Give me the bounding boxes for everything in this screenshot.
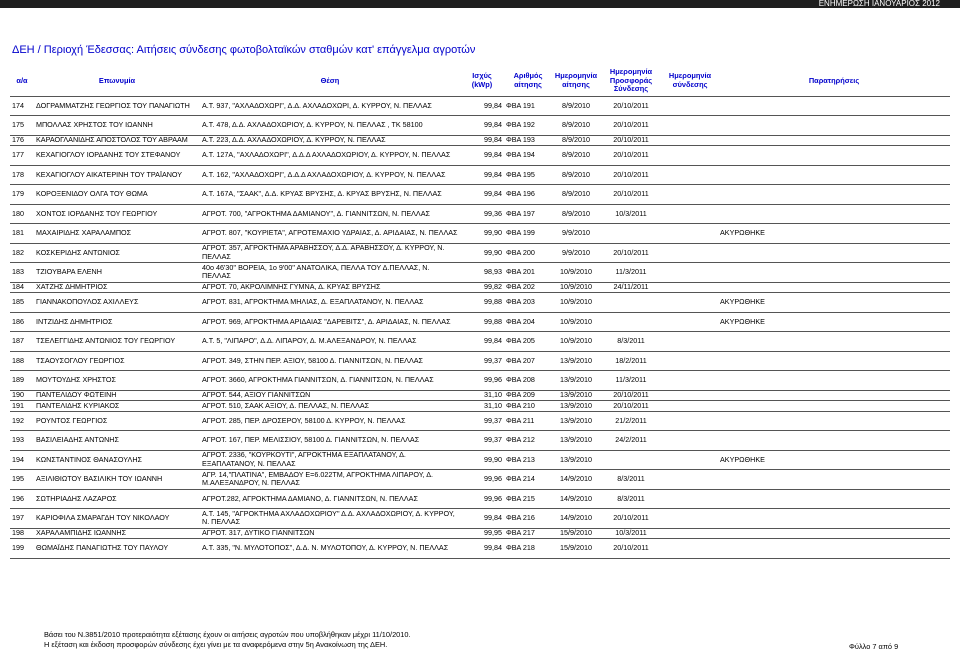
cell-power: 99,95 [460,528,504,539]
cell-aa: 175 [10,116,34,136]
cell-aa: 196 [10,489,34,509]
cell-protocol: ΦΒΑ 208 [504,371,552,391]
cell-aa: 184 [10,282,34,293]
cell-location: ΑΓΡΟΤ. 831, ΑΓΡΟΚΤΗΜΑ ΜΗΛΙΑΣ, Δ. ΕΞΑΠΛΑΤΑΝΟΥ, Ν. ΠΕΛΛΑΣ [200,293,460,313]
cell-remarks [718,146,950,166]
cell-power: 99,84 [460,165,504,185]
cell-location: 40ο 46'30'' ΒΟΡΕΙΑ, 1ο 9'00'' ΑΝΑΤΟΛΙΚΑ, ΠΕΛΛΑ ΤΟΥ Δ.ΠΕΛΛΑΣ, Ν. ΠΕΛΛΑΣ [200,263,460,283]
cell-aa: 180 [10,204,34,224]
cell-aa: 198 [10,528,34,539]
cell-offer-date: 20/10/2011 [600,401,662,412]
table-row [10,390,950,401]
cell-conn-date [662,165,718,185]
cell-aa: 192 [10,411,34,431]
cell-offer-date [600,293,662,313]
table-row [10,401,950,412]
cell-name: ΧΟΝΤΟΣ ΙΟΡΔΑΝΗΣ ΤΟΥ ΓΕΩΡΓΙΟΥ [34,204,200,224]
table-row [10,165,950,185]
cell-location: Α.Τ. 162, "ΑΧΛΑΔΟΧΩΡΙ", Δ.Δ.Δ ΑΧΛΑΔΟΧΩΡΙΟΥ, Δ. ΚΥΡΡΟΥ, Ν. ΠΕΛΛΑΣ [200,165,460,185]
cell-aa: 181 [10,224,34,244]
cell-conn-date [662,528,718,539]
cell-remarks [718,390,950,401]
cell-location: Α.Τ. 223, Δ.Δ. ΑΧΛΑΔΟΧΩΡΙΟΥ, Δ. ΚΥΡΡΟΥ, Ν. ΠΕΛΛΑΣ [200,135,460,146]
cell-app-date: 9/9/2010 [552,224,600,244]
cell-name: ΒΑΣΙΛΕΙΑΔΗΣ ΑΝΤΩΝΗΣ [34,431,200,451]
cell-power: 31,10 [460,390,504,401]
cell-location: ΑΓΡΟΤ. 807, "ΚΟΥΡΙΕΤΑ", ΑΓΡΟΤΕΜΑΧΙΟ ΥΔΡΑΙΑΣ, Δ. ΑΡΙΔΑΙΑΣ, Ν. ΠΕΛΛΑΣ [200,224,460,244]
col-header-name: Επωνυμία [98,75,136,85]
cell-remarks [718,351,950,371]
cell-protocol: ΦΒΑ 203 [504,293,552,313]
cell-conn-date [662,489,718,509]
cell-name: ΙΝΤΖΙΔΗΣ ΔΗΜΗΤΡΙΟΣ [34,312,200,332]
cell-name: ΠΑΝΤΕΛΙΔΗΣ ΚΥΡΙΑΚΟΣ [34,401,200,412]
table-row [10,146,950,166]
cell-conn-date [662,282,718,293]
cell-power: 99,96 [460,489,504,509]
col-header-app-date: Ημερομηνία αίτησης [554,71,598,89]
cell-aa: 197 [10,509,34,529]
cell-remarks [718,489,950,509]
cell-aa: 189 [10,371,34,391]
cell-conn-date [662,390,718,401]
cell-remarks [718,470,950,490]
cell-name: ΑΞΙΛΙΘΙΩΤΟΥ ΒΑΣΙΛΙΚΗ ΤΟΥ ΙΩΑΝΝΗ [34,470,200,490]
cell-app-date: 14/9/2010 [552,509,600,529]
document-title: ΔΕΗ / Περιοχή Έδεσσας: Αιτήσεις σύνδεσης φωτοβολταϊκών σταθμών κατ' επάγγελμα αγροτών [12,44,476,56]
cell-conn-date [662,411,718,431]
cell-offer-date [600,450,662,470]
cell-location: Α.Τ. 478, Δ.Δ. ΑΧΛΑΔΟΧΩΡΙΟΥ, Δ. ΚΥΡΡΟΥ, Ν. ΠΕΛΛΑΣ , ΤΚ 58100 [200,116,460,136]
cell-location: Α.Τ. 335, "Ν. ΜΥΛΟΤΟΠΟΣ", Δ.Δ. Ν. ΜΥΛΟΤΟΠΟΥ, Δ. ΚΥΡΡΟΥ, Ν. ΠΕΛΛΑΣ [200,539,460,559]
cell-protocol: ΦΒΑ 191 [504,96,552,116]
cell-app-date: 15/9/2010 [552,528,600,539]
table-row [10,332,950,352]
cell-remarks [718,401,950,412]
cell-aa: 193 [10,431,34,451]
cell-power: 99,90 [460,243,504,263]
cell-offer-date: 20/10/2011 [600,185,662,205]
cell-app-date: 9/9/2010 [552,243,600,263]
cell-remarks [718,185,950,205]
cell-app-date: 8/9/2010 [552,116,600,136]
table-row [10,243,950,263]
cell-offer-date: 20/10/2011 [600,243,662,263]
cell-protocol: ΦΒΑ 217 [504,528,552,539]
cell-location: ΑΓΡΟΤ. 700, "ΑΓΡΟΚΤΗΜΑ ΔΑΜΙΑΝΟΥ", Δ. ΓΙΑΝΝΙΤΣΩΝ, Ν. ΠΕΛΛΑΣ [200,204,460,224]
cell-protocol: ΦΒΑ 200 [504,243,552,263]
cell-location: ΑΓΡΟΤ. 317, ΔΥΤΙΚΟ ΓΙΑΝΝΙΤΣΩΝ [200,528,460,539]
cell-name: ΚΑΡΙΟΦΙΛΑ ΣΜΑΡΑΓΔΗ ΤΟΥ ΝΙΚΟΛΑΟΥ [34,509,200,529]
cell-power: 99,37 [460,431,504,451]
cell-protocol: ΦΒΑ 199 [504,224,552,244]
cell-app-date: 13/9/2010 [552,431,600,451]
cell-offer-date: 20/10/2011 [600,539,662,559]
cell-protocol: ΦΒΑ 209 [504,390,552,401]
cell-offer-date: 11/3/2011 [600,371,662,391]
cell-name: ΚΕΧΑΓΙΟΓΛΟΥ ΑΙΚΑΤΕΡΙΝΗ ΤΟΥ ΤΡΑΪΑΝΟΥ [34,165,200,185]
cell-offer-date: 20/10/2011 [600,96,662,116]
table-row [10,293,950,313]
cell-offer-date: 20/10/2011 [600,509,662,529]
cell-offer-date: 20/10/2011 [600,390,662,401]
cell-remarks [718,431,950,451]
cell-location: ΑΓΡ. 14,"ΠΛΑΤΙΝΑ", ΕΜΒΑΔΟΥ Ε=6.022ΤΜ, ΑΓΡΟΚΤΗΜΑ ΛΙΠΑΡΟΥ, Δ. Μ.ΑΛΕΞΑΝΔΡΟΥ, Ν. ΠΕΛΛΑΣ [200,470,460,490]
cell-protocol: ΦΒΑ 195 [504,165,552,185]
table-row [10,312,950,332]
cell-location: ΑΓΡΟΤ. 969, ΑΓΡΟΚΤΗΜΑ ΑΡΙΔΑΙΑΣ "ΔΑΡΕΒΙΤΣ", Δ. ΑΡΙΔΑΙΑΣ, Ν. ΠΕΛΛΑΣ [200,312,460,332]
cell-aa: 186 [10,312,34,332]
cell-location: ΑΓΡΟΤ. 349, ΣΤΗΝ ΠΕΡ. ΑΞΙΟΥ, 58100 Δ. ΓΙΑΝΝΙΤΣΩΝ, Ν. ΠΕΛΛΑΣ [200,351,460,371]
table-row [10,263,950,283]
cell-offer-date: 11/3/2011 [600,263,662,283]
table-header-row [10,66,950,96]
cell-app-date: 13/9/2010 [552,450,600,470]
cell-protocol: ΦΒΑ 218 [504,539,552,559]
cell-conn-date [662,539,718,559]
cell-power: 99,84 [460,332,504,352]
cell-remarks: ΑΚΥΡΩΘΗΚΕ [718,312,950,332]
cell-power: 99,84 [460,116,504,136]
cell-aa: 177 [10,146,34,166]
cell-app-date: 8/9/2010 [552,185,600,205]
cell-conn-date [662,401,718,412]
cell-remarks [718,539,950,559]
cell-name: ΤΖΙΟΥΒΑΡΑ ΕΛΕΝΗ [34,263,200,283]
cell-name: ΧΑΤΖΗΣ ΔΗΜΗΤΡΙΟΣ [34,282,200,293]
cell-offer-date [600,312,662,332]
cell-offer-date: 24/11/2011 [600,282,662,293]
cell-conn-date [662,509,718,529]
cell-aa: 179 [10,185,34,205]
cell-app-date: 8/9/2010 [552,165,600,185]
col-header-power: Ισχύς (kWp) [471,71,493,89]
cell-location: Α.Τ. 937, "ΑΧΛΑΔΟΧΩΡΙ", Δ.Δ. ΑΧΛΑΔΟΧΩΡΙ, Δ. ΚΥΡΡΟΥ, Ν. ΠΕΛΛΑΣ [200,96,460,116]
cell-remarks [718,332,950,352]
footer-note-1: Βάσει του Ν.3851/2010 προτεραιότητα εξέτασης έχουν οι αιτήσεις αγροτών που υποβλήθηκαν μέχρι 11/10/2010. [44,630,411,639]
cell-remarks [718,263,950,283]
cell-app-date: 10/9/2010 [552,332,600,352]
cell-protocol: ΦΒΑ 192 [504,116,552,136]
cell-power: 99,88 [460,293,504,313]
cell-app-date: 13/9/2010 [552,371,600,391]
cell-app-date: 8/9/2010 [552,135,600,146]
table-row [10,96,950,116]
cell-power: 99,84 [460,185,504,205]
cell-aa: 185 [10,293,34,313]
cell-protocol: ΦΒΑ 201 [504,263,552,283]
cell-conn-date [662,243,718,263]
col-header-conn-date: Ημερομηνία σύνδεσης [668,71,712,89]
cell-aa: 187 [10,332,34,352]
cell-name: ΚΟΡΟΞΕΝΙΔΟΥ ΟΛΓΑ ΤΟΥ ΘΩΜΑ [34,185,200,205]
cell-offer-date: 18/2/2011 [600,351,662,371]
cell-location: ΑΓΡΟΤ. 544, ΑΞΙΟΥ ΓΙΑΝΝΙΤΣΩΝ [200,390,460,401]
cell-power: 99,90 [460,450,504,470]
cell-name: ΜΟΥΤΟΥΔΗΣ ΧΡΗΣΤΟΣ [34,371,200,391]
table-row [10,185,950,205]
cell-power: 99,37 [460,411,504,431]
cell-location: ΑΓΡΟΤ. 70, ΑΚΡΟΛΙΜΝΗΣ ΓΥΜΝΑ, Δ. ΚΡΥΑΣ ΒΡΥΣΗΣ [200,282,460,293]
cell-conn-date [662,96,718,116]
table-row [10,539,950,559]
cell-aa: 182 [10,243,34,263]
cell-app-date: 14/9/2010 [552,489,600,509]
cell-location: ΑΓΡΟΤ.282, ΑΓΡΟΚΤΗΜΑ ΔΑΜΙΑΝΟ, Δ. ΓΙΑΝΝΙΤΣΩΝ, Ν. ΠΕΛΛΑΣ [200,489,460,509]
cell-name: ΚΑΡΑΟΓΛΑΝΙΔΗΣ ΑΠΟΣΤΟΛΟΣ ΤΟΥ ΑΒΡΑΑΜ [34,135,200,146]
cell-location: Α.Τ. 167Α, "ΣΑΑΚ", Δ.Δ. ΚΡΥΑΣ ΒΡΥΣΗΣ, Δ. ΚΡΥΑΣ ΒΡΥΣΗΣ, Ν. ΠΕΛΛΑΣ [200,185,460,205]
cell-name: ΠΑΝΤΕΛΙΔΟΥ ΦΩΤΕΙΝΗ [34,390,200,401]
cell-aa: 174 [10,96,34,116]
cell-remarks [718,165,950,185]
cell-protocol: ΦΒΑ 204 [504,312,552,332]
table-row [10,371,950,391]
table-row [10,431,950,451]
cell-protocol: ΦΒΑ 215 [504,489,552,509]
table-row [10,351,950,371]
cell-power: 99,36 [460,204,504,224]
cell-protocol: ΦΒΑ 210 [504,401,552,412]
cell-protocol: ΦΒΑ 214 [504,470,552,490]
cell-protocol: ΦΒΑ 212 [504,431,552,451]
cell-protocol: ΦΒΑ 194 [504,146,552,166]
cell-app-date: 13/9/2010 [552,411,600,431]
cell-offer-date: 21/2/2011 [600,411,662,431]
cell-aa: 199 [10,539,34,559]
cell-protocol: ΦΒΑ 211 [504,411,552,431]
cell-conn-date [662,224,718,244]
cell-power: 99,37 [460,351,504,371]
cell-power: 99,84 [460,96,504,116]
update-label: ΕΝΗΜΕΡΩΣΗ ΙΑΝΟΥΑΡΙΟΣ 2012 [818,0,940,8]
cell-power: 99,82 [460,282,504,293]
table-row [10,204,950,224]
cell-aa: 176 [10,135,34,146]
cell-name: ΔΟΓΡΑΜΜΑΤΖΗΣ ΓΕΩΡΓΙΟΣ ΤΟΥ ΠΑΝΑΓΙΩΤΗ [34,96,200,116]
cell-offer-date: 8/3/2011 [600,332,662,352]
cell-protocol: ΦΒΑ 202 [504,282,552,293]
cell-remarks [718,282,950,293]
cell-name: ΤΣΑΟΥΣΟΓΛΟΥ ΓΕΩΡΓΙΟΣ [34,351,200,371]
cell-location: Α.Τ. 145, "ΑΓΡΟΚΤΗΜΑ ΑΧΛΑΔΟΧΩΡΙΟΥ" Δ.Δ. ΑΧΛΑΔΟΧΩΡΙΟΥ, Δ. ΚΥΡΡΟΥ, Ν. ΠΕΛΛΑΣ [200,509,460,529]
cell-location: ΑΓΡΟΤ. 167, ΠΕΡ. ΜΕΛΙΣΣΙΟΥ, 58100 Δ. ΓΙΑΝΝΙΤΣΩΝ, Ν. ΠΕΛΛΑΣ [200,431,460,451]
cell-power: 99,96 [460,371,504,391]
cell-remarks [718,243,950,263]
cell-conn-date [662,450,718,470]
cell-protocol: ΦΒΑ 216 [504,509,552,529]
table-row [10,528,950,539]
cell-app-date: 8/9/2010 [552,96,600,116]
cell-power: 99,84 [460,146,504,166]
cell-app-date: 10/9/2010 [552,263,600,283]
cell-offer-date: 20/10/2011 [600,135,662,146]
cell-app-date: 10/9/2010 [552,282,600,293]
table-row [10,470,950,490]
cell-app-date: 8/9/2010 [552,204,600,224]
cell-offer-date: 20/10/2011 [600,165,662,185]
cell-power: 99,84 [460,135,504,146]
cell-power: 99,88 [460,312,504,332]
cell-power: 99,84 [460,509,504,529]
cell-location: ΑΓΡΟΤ. 357, ΑΓΡΟΚΤΗΜΑ ΑΡΑΒΗΣΣΟΥ, Δ.Δ. ΑΡΑΒΗΣΣΟΥ, Δ. ΚΥΡΡΟΥ, Ν. ΠΕΛΛΑΣ [200,243,460,263]
cell-app-date: 10/9/2010 [552,312,600,332]
cell-name: ΡΟΥΝΤΟΣ ΓΕΩΡΓΙΟΣ [34,411,200,431]
cell-app-date: 10/9/2010 [552,293,600,313]
cell-offer-date: 24/2/2011 [600,431,662,451]
cell-aa: 188 [10,351,34,371]
table-row [10,489,950,509]
table-row [10,509,950,529]
table-row [10,411,950,431]
cell-offer-date: 20/10/2011 [600,146,662,166]
cell-power: 98,93 [460,263,504,283]
cell-protocol: ΦΒΑ 197 [504,204,552,224]
cell-power: 99,84 [460,539,504,559]
cell-offer-date: 8/3/2011 [600,470,662,490]
cell-remarks: ΑΚΥΡΩΘΗΚΕ [718,224,950,244]
table-row [10,116,950,136]
cell-aa: 178 [10,165,34,185]
cell-conn-date [662,293,718,313]
cell-offer-date: 10/3/2011 [600,528,662,539]
cell-protocol: ΦΒΑ 193 [504,135,552,146]
cell-conn-date [662,431,718,451]
cell-name: ΧΑΡΑΛΑΜΠΙΔΗΣ ΙΩΑΝΝΗΣ [34,528,200,539]
cell-remarks [718,371,950,391]
col-header-offer-date: Ημερομηνία Προσφοράς Σύνδεσης [609,67,653,93]
cell-location: Α.Τ. 127Α, "ΑΧΛΑΔΟΧΩΡΙ", Δ.Δ.Δ ΑΧΛΑΔΟΧΩΡΙΟΥ, Δ. ΚΥΡΡΟΥ, Ν. ΠΕΛΛΑΣ [200,146,460,166]
cell-aa: 194 [10,450,34,470]
cell-location: ΑΓΡΟΤ. 2336, "ΚΟΥΡΚΟΥΤΙ", ΑΓΡΟΚΤΗΜΑ ΕΞΑΠΛΑΤΑΝΟΥ, Δ. ΕΞΑΠΛΑΤΑΝΟΥ, Ν. ΠΕΛΛΑΣ [200,450,460,470]
cell-name: ΚΕΧΑΓΙΟΓΛΟΥ ΙΟΡΔΑΝΗΣ ΤΟΥ ΣΤΕΦΑΝΟΥ [34,146,200,166]
cell-remarks: ΑΚΥΡΩΘΗΚΕ [718,293,950,313]
cell-conn-date [662,312,718,332]
cell-protocol: ΦΒΑ 207 [504,351,552,371]
cell-app-date: 13/9/2010 [552,390,600,401]
cell-app-date: 15/9/2010 [552,539,600,559]
cell-protocol: ΦΒΑ 213 [504,450,552,470]
cell-remarks [718,116,950,136]
cell-aa: 190 [10,390,34,401]
footer-note-2: Η εξέταση και έκδοση προσφορών σύνδεσης έχει γίνει με τα αναφερόμενα στην 5η Ανακοίνωση της ΔΕΗ. [44,640,388,649]
cell-app-date: 13/9/2010 [552,401,600,412]
cell-name: ΤΣΕΛΕΓΓΙΔΗΣ ΑΝΤΩΝΙΟΣ ΤΟΥ ΓΕΩΡΓΙΟΥ [34,332,200,352]
cell-power: 99,96 [460,470,504,490]
table-row [10,282,950,293]
cell-protocol: ΦΒΑ 205 [504,332,552,352]
cell-name: ΓΙΑΝΝΑΚΟΠΟΥΛΟΣ ΑΧΙΛΛΕΥΣ [34,293,200,313]
cell-aa: 195 [10,470,34,490]
cell-location: ΑΓΡΟΤ. 510, ΣΑΑΚ ΑΞΙΟΥ, Δ. ΠΕΛΛΑΣ, Ν. ΠΕΛΛΑΣ [200,401,460,412]
cell-protocol: ΦΒΑ 196 [504,185,552,205]
table-row [10,135,950,146]
cell-power: 99,90 [460,224,504,244]
cell-remarks [718,528,950,539]
table-row [10,450,950,470]
cell-name: ΣΩΤΗΡΙΑΔΗΣ ΛΑΖΑΡΟΣ [34,489,200,509]
cell-remarks [718,411,950,431]
cell-remarks [718,204,950,224]
applications-table [10,66,950,559]
cell-remarks [718,509,950,529]
cell-offer-date: 10/3/2011 [600,204,662,224]
page-number: Φύλλο 7 από 9 [849,642,899,650]
cell-conn-date [662,146,718,166]
cell-name: ΜΠΟΛΛΑΣ ΧΡΗΣΤΟΣ ΤΟΥ ΙΩΑΝΝΗ [34,116,200,136]
cell-location: ΑΓΡΟΤ. 3660, ΑΓΡΟΚΤΗΜΑ ΓΙΑΝΝΙΤΣΩΝ, Δ. ΓΙΑΝΝΙΤΣΩΝ, Ν. ΠΕΛΛΑΣ [200,371,460,391]
cell-conn-date [662,263,718,283]
cell-location: ΑΓΡΟΤ. 285, ΠΕΡ. ΔΡΟΣΕΡΟΥ, 58100 Δ. ΚΥΡΡΟΥ, Ν. ΠΕΛΛΑΣ [200,411,460,431]
cell-remarks [718,96,950,116]
cell-conn-date [662,351,718,371]
cell-conn-date [662,204,718,224]
cell-app-date: 8/9/2010 [552,146,600,166]
cell-app-date: 13/9/2010 [552,351,600,371]
cell-conn-date [662,332,718,352]
cell-app-date: 14/9/2010 [552,470,600,490]
cell-conn-date [662,185,718,205]
cell-remarks: ΑΚΥΡΩΘΗΚΕ [718,450,950,470]
col-header-protocol: Αριθμός αίτησης [513,71,543,89]
cell-conn-date [662,116,718,136]
cell-offer-date [600,224,662,244]
cell-name: ΚΟΣΚΕΡΙΔΗΣ ΑΝΤΩΝΙΟΣ [34,243,200,263]
cell-conn-date [662,470,718,490]
cell-aa: 191 [10,401,34,412]
cell-name: ΜΑΧΑΙΡΙΔΗΣ ΧΑΡΑΛΑΜΠΟΣ [34,224,200,244]
cell-conn-date [662,371,718,391]
cell-name: ΚΩΝΣΤΑΝΤΙΝΟΣ ΘΑΝΑΣΟΥΛΗΣ [34,450,200,470]
cell-remarks [718,135,950,146]
cell-power: 31,10 [460,401,504,412]
cell-aa: 183 [10,263,34,283]
top-bar [0,0,960,8]
cell-location: Α.Τ. 5, "ΛΙΠΑΡΟ", Δ.Δ. ΛΙΠΑΡΟΥ, Δ. Μ.ΑΛΕΞΑΝΔΡΟΥ, Ν. ΠΕΛΛΑΣ [200,332,460,352]
col-header-aa: α/α [16,75,28,85]
table-row [10,224,950,244]
col-header-remarks: Παρατηρήσεις [808,75,860,85]
cell-offer-date: 20/10/2011 [600,116,662,136]
cell-name: ΘΩΜΑΪΔΗΣ ΠΑΝΑΓΙΩΤΗΣ ΤΟΥ ΠΑΥΛΟΥ [34,539,200,559]
cell-conn-date [662,135,718,146]
col-header-location: Θέση [320,75,340,85]
cell-offer-date: 8/3/2011 [600,489,662,509]
